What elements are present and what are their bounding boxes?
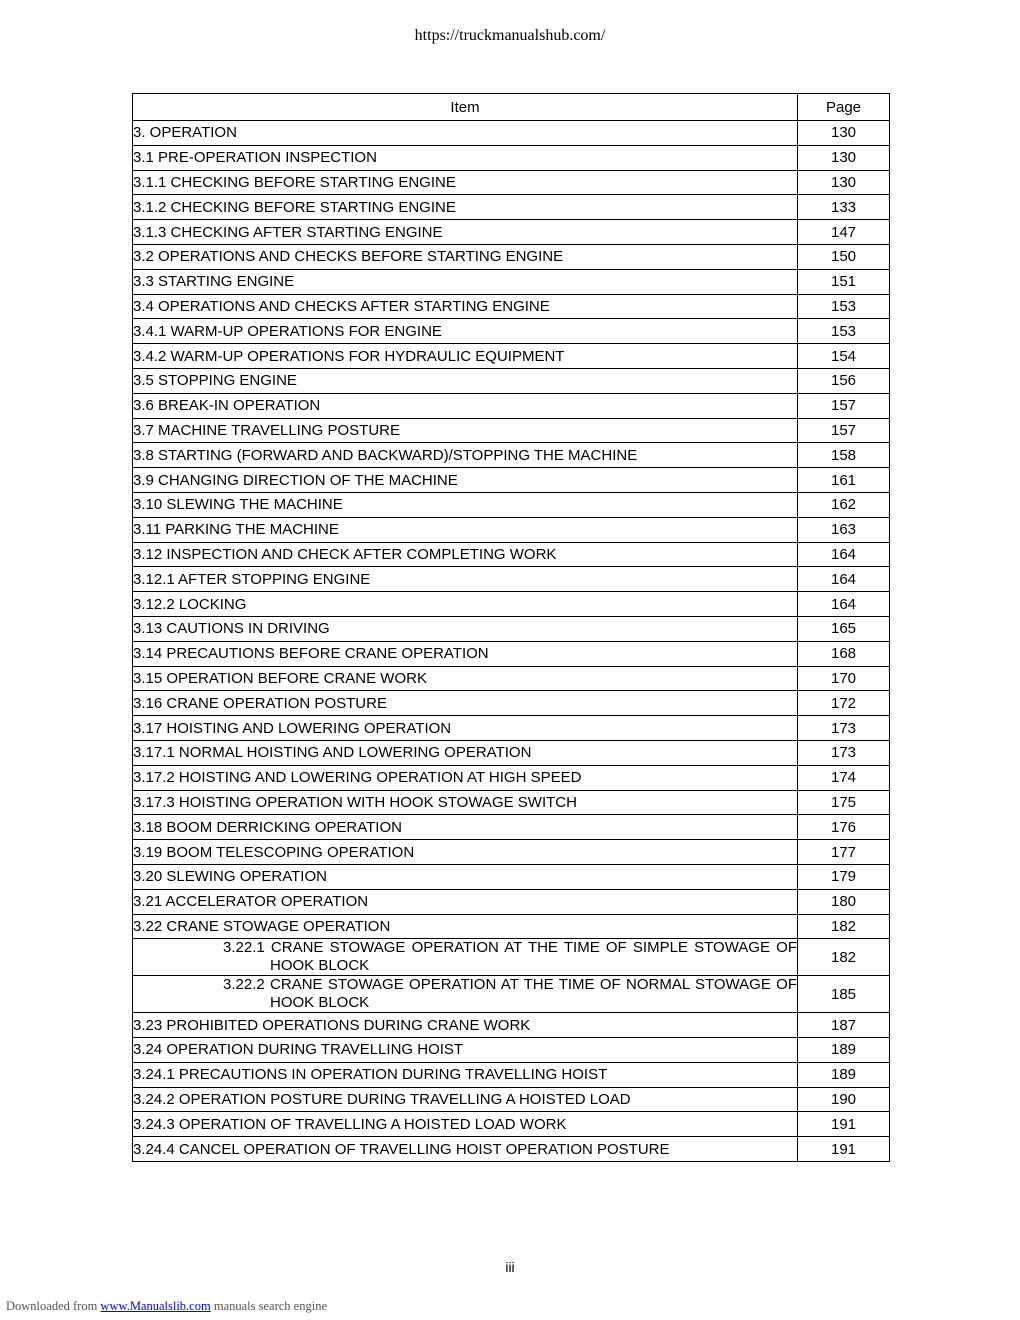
toc-row (133, 1087, 890, 1112)
toc-item-title[interactable]: 3.10 SLEWING THE MACHINE (133, 492, 798, 517)
toc-row (133, 220, 890, 245)
toc-row (133, 1062, 890, 1087)
toc-row (133, 121, 890, 146)
toc-row (133, 616, 890, 641)
toc-item-page: 187 (798, 1013, 890, 1038)
toc-item-page: 130 (798, 170, 890, 195)
toc-item-title[interactable]: 3.14 PRECAUTIONS BEFORE CRANE OPERATION (133, 641, 798, 666)
toc-item-page: 130 (798, 145, 890, 170)
toc-item-title[interactable]: 3.24.2 OPERATION POSTURE DURING TRAVELLING A HOISTED LOAD (133, 1087, 798, 1112)
manualslib-link[interactable]: www.Manualslib.com (100, 1299, 211, 1313)
toc-item-page: 182 (798, 914, 890, 939)
toc-item-page: 175 (798, 790, 890, 815)
toc-item-page: 191 (798, 1137, 890, 1162)
toc-item-title[interactable]: 3.3 STARTING ENGINE (133, 269, 798, 294)
toc-item-page: 153 (798, 294, 890, 319)
site-url: https://truckmanualshub.com/ (414, 27, 606, 44)
toc-row (133, 790, 890, 815)
toc-item-title[interactable]: 3.17.3 HOISTING OPERATION WITH HOOK STOWAGE SWITCH (133, 790, 798, 815)
toc-row (133, 1038, 890, 1063)
toc-item-page: 156 (798, 368, 890, 393)
toc-row (133, 244, 890, 269)
toc-item-title[interactable]: 3.13 CAUTIONS IN DRIVING (133, 616, 798, 641)
toc-item-page: 179 (798, 864, 890, 889)
toc-row (133, 170, 890, 195)
toc-item-title[interactable]: 3.24 OPERATION DURING TRAVELLING HOIST (133, 1038, 798, 1063)
toc-item-title[interactable]: 3.18 BOOM DERRICKING OPERATION (133, 815, 798, 840)
toc-item-page: 164 (798, 542, 890, 567)
toc-row (133, 344, 890, 369)
toc-item-title[interactable]: 3.17.1 NORMAL HOISTING AND LOWERING OPERATION (133, 740, 798, 765)
toc-row (133, 716, 890, 741)
toc-item-title[interactable]: 3.9 CHANGING DIRECTION OF THE MACHINE (133, 468, 798, 493)
toc-row (133, 864, 890, 889)
toc-row (133, 468, 890, 493)
toc-item-page: 165 (798, 616, 890, 641)
toc-item-page: 189 (798, 1062, 890, 1087)
toc-item-page: 185 (798, 976, 890, 1013)
toc-row (133, 740, 890, 765)
toc-item-title[interactable]: 3.20 SLEWING OPERATION (133, 864, 798, 889)
toc-item-page: 133 (798, 195, 890, 220)
toc-item-title[interactable]: 3.17 HOISTING AND LOWERING OPERATION (133, 716, 798, 741)
toc-item-title[interactable]: 3.4.1 WARM-UP OPERATIONS FOR ENGINE (133, 319, 798, 344)
toc-row (133, 1013, 890, 1038)
page-number: iii (505, 1259, 515, 1275)
toc-row (133, 418, 890, 443)
toc-item-page: 191 (798, 1112, 890, 1137)
toc-item-page: 130 (798, 121, 890, 146)
toc-row (133, 939, 890, 976)
toc-item-title[interactable]: 3.6 BREAK-IN OPERATION (133, 393, 798, 418)
toc-item-title[interactable]: 3.12 INSPECTION AND CHECK AFTER COMPLETING WORK (133, 542, 798, 567)
toc-item-title[interactable]: 3.17.2 HOISTING AND LOWERING OPERATION AT HIGH SPEED (133, 765, 798, 790)
toc-item-title[interactable]: 3.2 OPERATIONS AND CHECKS BEFORE STARTING ENGINE (133, 244, 798, 269)
toc-item-title[interactable]: 3.22.2 CRANE STOWAGE OPERATION AT THE TIME OF NORMAL STOWAGE OF HOOK BLOCK (133, 976, 798, 1013)
toc-row (133, 765, 890, 790)
toc-row (133, 393, 890, 418)
toc-item-page: 177 (798, 840, 890, 865)
toc-item-title[interactable]: 3.8 STARTING (FORWARD AND BACKWARD)/STOPPING THE MACHINE (133, 443, 798, 468)
toc-item-page: 173 (798, 716, 890, 741)
toc-item-page: 176 (798, 815, 890, 840)
toc-item-title[interactable]: 3.1.1 CHECKING BEFORE STARTING ENGINE (133, 170, 798, 195)
toc-row (133, 294, 890, 319)
table-header-row (133, 94, 890, 121)
toc-item-page: 182 (798, 939, 890, 976)
toc-row (133, 666, 890, 691)
toc-item-title[interactable]: 3.1 PRE-OPERATION INSPECTION (133, 145, 798, 170)
toc-row (133, 914, 890, 939)
footer-suffix: manuals search engine (213, 1299, 327, 1313)
page-column-header: Page (798, 94, 890, 121)
toc-item-title[interactable]: 3.22 CRANE STOWAGE OPERATION (133, 914, 798, 939)
toc-item-title[interactable]: 3.12.2 LOCKING (133, 592, 798, 617)
toc-item-title[interactable]: 3.7 MACHINE TRAVELLING POSTURE (133, 418, 798, 443)
toc-row (133, 976, 890, 1013)
toc-item-page: 161 (798, 468, 890, 493)
toc-item-page: 163 (798, 517, 890, 542)
toc-row (133, 492, 890, 517)
item-column-header: Item (133, 94, 798, 121)
toc-row (133, 567, 890, 592)
toc-item-page: 164 (798, 592, 890, 617)
toc-item-title[interactable]: 3.23 PROHIBITED OPERATIONS DURING CRANE WORK (133, 1013, 798, 1038)
toc-item-title[interactable]: 3.24.1 PRECAUTIONS IN OPERATION DURING TRAVELLING HOIST (133, 1062, 798, 1087)
toc-item-title[interactable]: 3.24.4 CANCEL OPERATION OF TRAVELLING HOIST OPERATION POSTURE (133, 1137, 798, 1162)
toc-row (133, 542, 890, 567)
toc-row (133, 145, 890, 170)
toc-item-title[interactable]: 3.19 BOOM TELESCOPING OPERATION (133, 840, 798, 865)
toc-row (133, 840, 890, 865)
toc-item-page: 157 (798, 418, 890, 443)
toc-item-page: 154 (798, 344, 890, 369)
toc-item-page: 158 (798, 443, 890, 468)
download-footer (6, 1299, 327, 1314)
toc-item-page: 170 (798, 666, 890, 691)
toc-item-page: 172 (798, 691, 890, 716)
toc-item-page: 164 (798, 567, 890, 592)
toc-item-title[interactable]: 3.1.3 CHECKING AFTER STARTING ENGINE (133, 220, 798, 245)
toc-row (133, 195, 890, 220)
toc-row (133, 815, 890, 840)
toc-item-title[interactable]: 3.4.2 WARM-UP OPERATIONS FOR HYDRAULIC EQUIPMENT (133, 344, 798, 369)
toc-item-page: 162 (798, 492, 890, 517)
toc-row (133, 592, 890, 617)
toc-item-page: 173 (798, 740, 890, 765)
toc-item-title[interactable]: 3.4 OPERATIONS AND CHECKS AFTER STARTING ENGINE (133, 294, 798, 319)
toc-row (133, 691, 890, 716)
toc-body (133, 121, 890, 1162)
toc-item-page: 150 (798, 244, 890, 269)
toc-row (133, 368, 890, 393)
table-of-contents (132, 93, 890, 1162)
toc-item-title[interactable]: 3. OPERATION (133, 121, 798, 146)
toc-item-title[interactable]: 3.1.2 CHECKING BEFORE STARTING ENGINE (133, 195, 798, 220)
footer-prefix: Downloaded from (6, 1299, 98, 1313)
toc-item-title[interactable]: 3.12.1 AFTER STOPPING ENGINE (133, 567, 798, 592)
toc-item-title[interactable]: 3.21 ACCELERATOR OPERATION (133, 889, 798, 914)
toc-item-page: 174 (798, 765, 890, 790)
toc-row (133, 517, 890, 542)
toc-row (133, 319, 890, 344)
toc-item-page: 151 (798, 269, 890, 294)
toc-row (133, 443, 890, 468)
toc-item-page: 157 (798, 393, 890, 418)
toc-item-title[interactable]: 3.11 PARKING THE MACHINE (133, 517, 798, 542)
toc-item-page: 180 (798, 889, 890, 914)
toc-item-page: 189 (798, 1038, 890, 1063)
toc-item-page: 147 (798, 220, 890, 245)
toc-item-title[interactable]: 3.22.1 CRANE STOWAGE OPERATION AT THE TIME OF SIMPLE STOWAGE OF HOOK BLOCK (133, 939, 798, 976)
toc-item-page: 190 (798, 1087, 890, 1112)
toc-item-page: 168 (798, 641, 890, 666)
toc-row (133, 641, 890, 666)
toc-item-page: 153 (798, 319, 890, 344)
toc-item-title[interactable]: 3.5 STOPPING ENGINE (133, 368, 798, 393)
toc-item-title[interactable]: 3.16 CRANE OPERATION POSTURE (133, 691, 798, 716)
toc-item-title[interactable]: 3.24.3 OPERATION OF TRAVELLING A HOISTED LOAD WORK (133, 1112, 798, 1137)
toc-row (133, 1112, 890, 1137)
toc-row (133, 1137, 890, 1162)
toc-item-title[interactable]: 3.15 OPERATION BEFORE CRANE WORK (133, 666, 798, 691)
toc-row (133, 269, 890, 294)
toc-row (133, 889, 890, 914)
